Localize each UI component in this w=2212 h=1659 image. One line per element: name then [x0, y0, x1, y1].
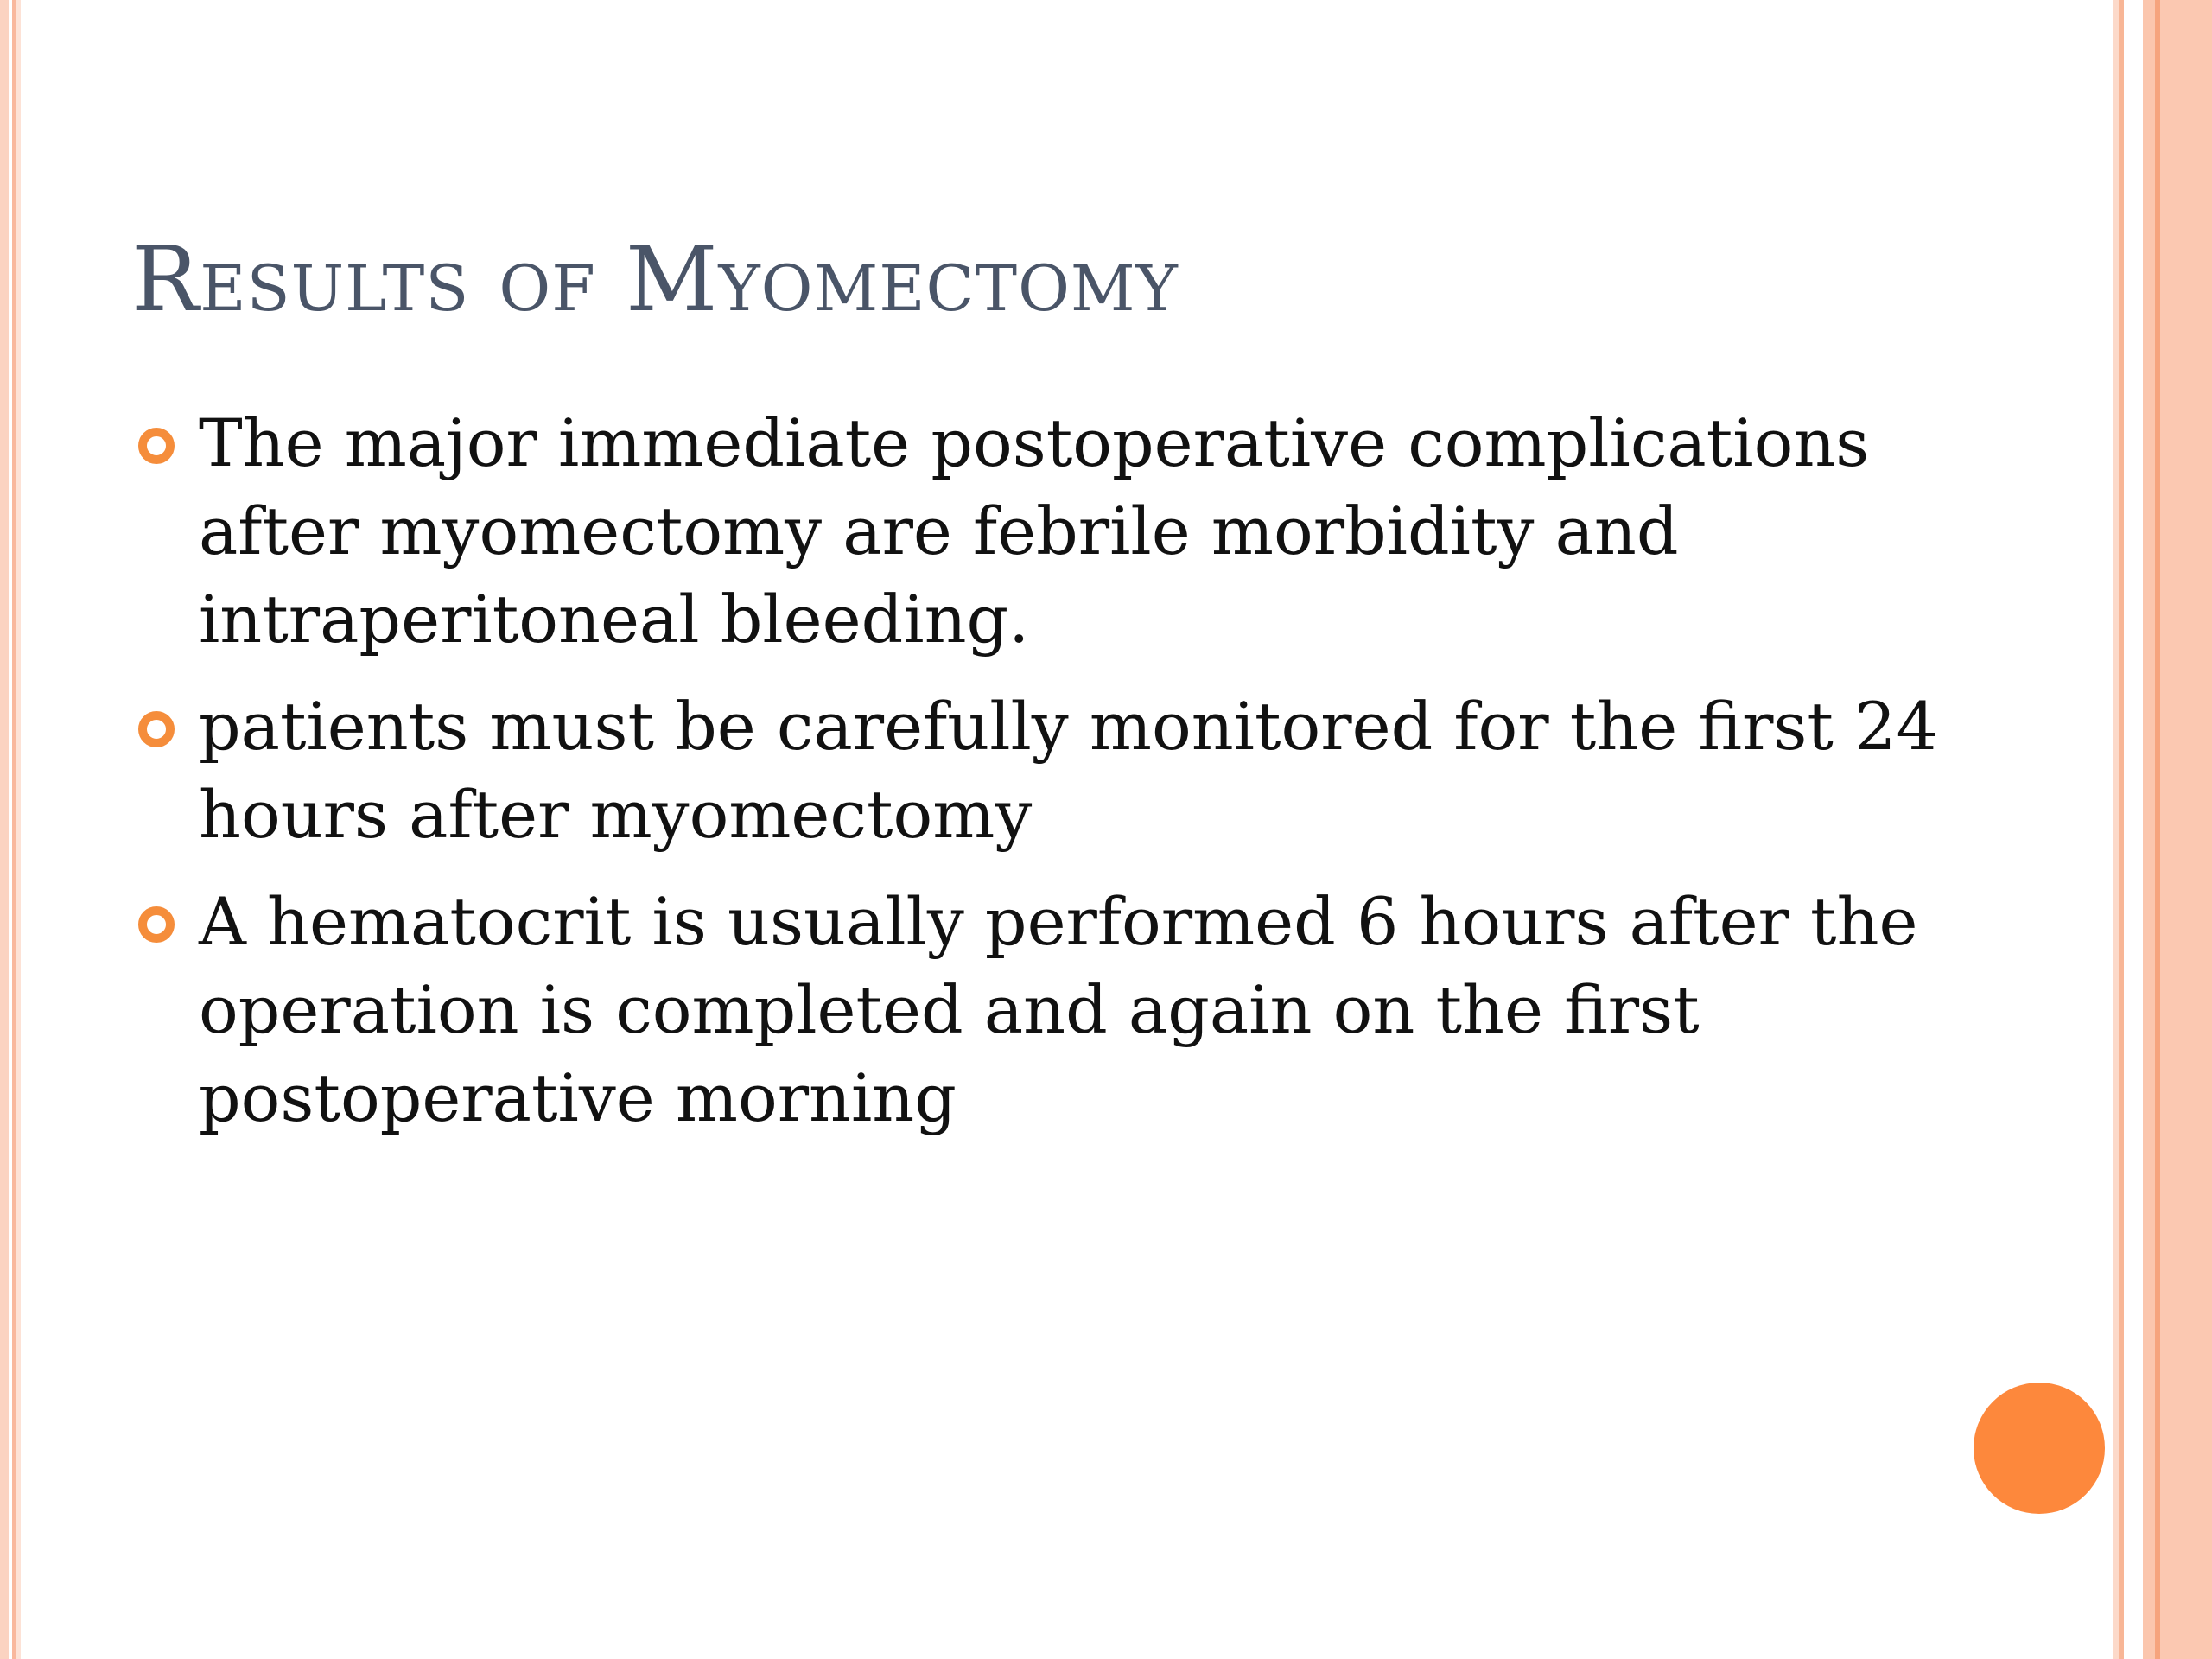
- bullet-text: A hematocrit is usually performed 6 hours after the operation is completed and again on the first postoperative morning: [199, 883, 1918, 1136]
- bullet-item: [138, 399, 2005, 664]
- bullet-item: [138, 683, 2005, 859]
- slide-title: Results of Myomectomy: [131, 226, 1179, 332]
- right-border-gap: [2124, 0, 2143, 1659]
- bullet-text: patients must be carefully monitored for the first 24 hours after myomectomy: [199, 688, 1938, 853]
- hollow-circle-icon: [138, 711, 175, 747]
- bullet-text: The major immediate postoperative complications after myomectomy are febrile morbidity and intraperitoneal bleeding.: [199, 404, 1870, 658]
- hollow-circle-icon: [138, 428, 175, 464]
- right-border-stripe-mid: [2143, 0, 2155, 1659]
- left-border-stripe: [0, 0, 9, 1659]
- right-border-band: [2160, 0, 2212, 1659]
- filled-circle-icon: [1974, 1382, 2105, 1514]
- bullet-item: [138, 878, 2005, 1142]
- left-border-stripe-light: [16, 0, 21, 1659]
- hollow-circle-icon: [138, 906, 175, 943]
- bullet-list: [138, 399, 2005, 1161]
